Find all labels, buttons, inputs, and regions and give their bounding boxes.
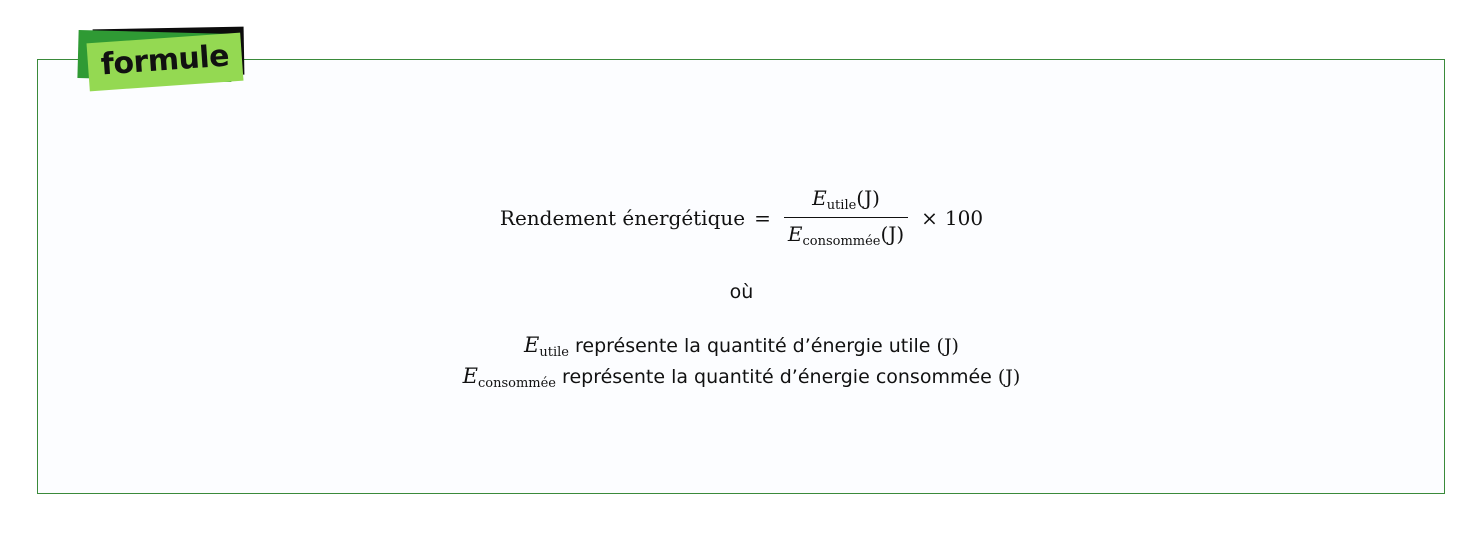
denominator-symbol: E: [787, 222, 803, 246]
tag-label: formule: [99, 38, 231, 83]
formula-lhs: Rendement énergétique: [499, 205, 746, 230]
denominator-unit: (J): [880, 222, 905, 246]
times-sign: ×: [921, 205, 938, 230]
numerator-symbol: E: [812, 186, 827, 210]
definition-line: [0, 364, 1483, 391]
denominator-subscript: consommée: [802, 234, 881, 249]
efficiency-formula: [0, 186, 1483, 249]
definition-unit: (J): [936, 335, 959, 357]
definition-subscript: utile: [539, 345, 569, 360]
definition-unit: (J): [997, 366, 1021, 388]
numerator-subscript: utile: [826, 198, 857, 213]
fraction-denominator: [784, 217, 908, 249]
definition-text: représente la quantité d’énergie utile: [568, 335, 937, 357]
fraction-numerator: [808, 186, 884, 217]
definition-symbol: E: [524, 333, 540, 357]
numerator-unit: (J): [856, 186, 880, 210]
formula-box: [37, 59, 1445, 494]
connector-text: où: [729, 281, 754, 303]
tag-front-layer: [87, 33, 244, 92]
definition-text: représente la quantité d’énergie consommée: [556, 366, 998, 388]
definition-subscript: consommée: [477, 376, 557, 391]
formule-tag: [76, 26, 251, 94]
factor-value: 100: [944, 205, 984, 230]
definition-symbol: E: [462, 364, 478, 388]
fraction: [784, 186, 908, 249]
equals-sign: =: [754, 205, 771, 230]
definition-line: [0, 333, 1483, 360]
